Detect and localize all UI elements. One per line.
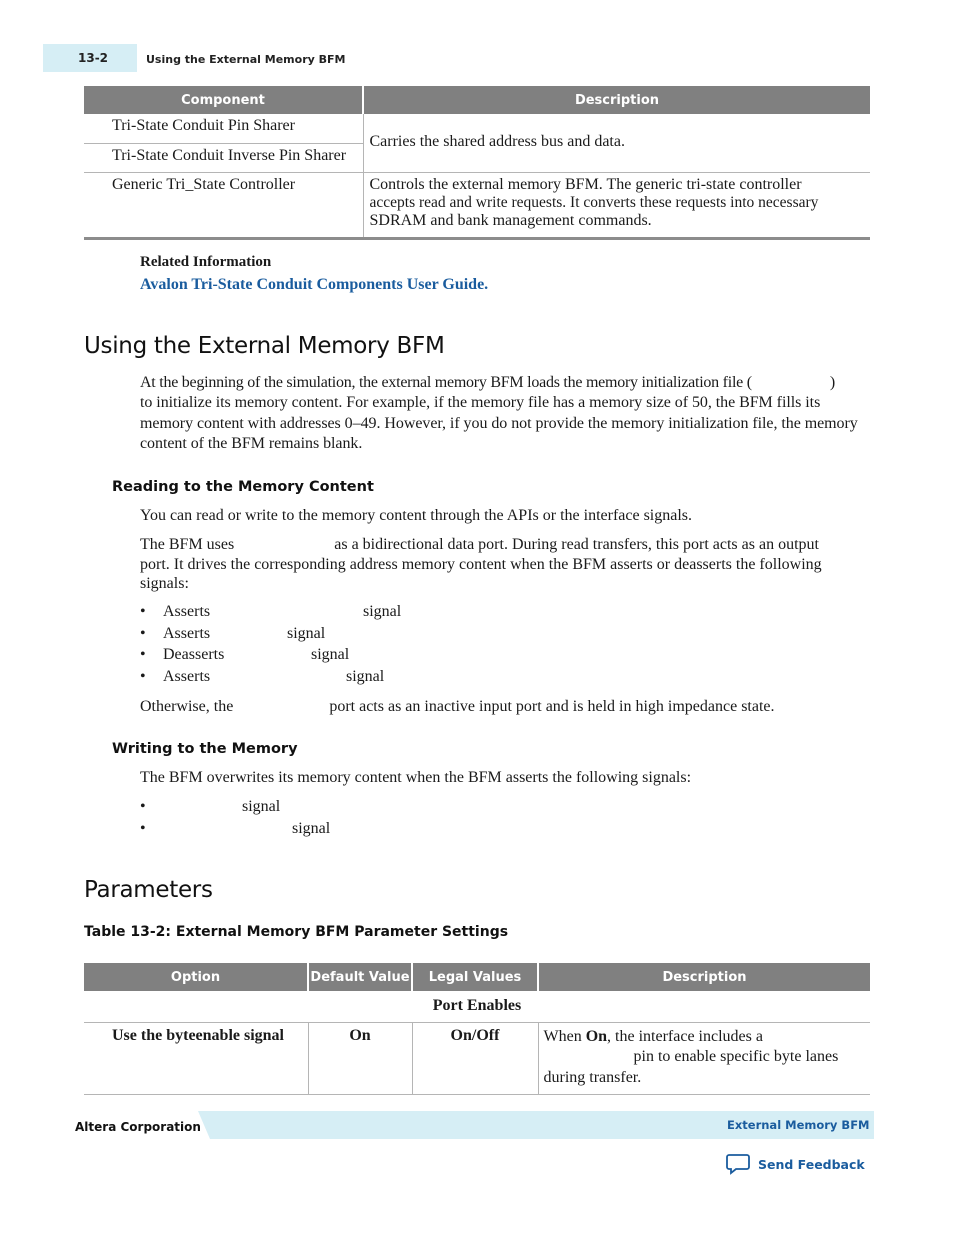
bullet-signal: signal: [346, 668, 385, 686]
description-line: SDRAM and bank management commands.: [369, 211, 652, 229]
default-value-cell: On: [308, 1022, 412, 1095]
section-title-parameters: Parameters: [84, 877, 213, 903]
component-cell: Tri-State Conduit Inverse Pin Sharer: [84, 143, 363, 172]
description-cell: [363, 172, 870, 238]
speech-bubble-icon: [726, 1153, 750, 1175]
intro-text: At the beginning of the simulation, the external memory BFM loads the memory initialization file (: [140, 374, 752, 391]
bullet-signal: signal: [287, 624, 326, 642]
table-caption: Table 13-2: External Memory BFM Parameter Settings: [84, 924, 509, 940]
footer-company: Altera Corporation: [75, 1120, 201, 1134]
related-information-link[interactable]: Avalon Tri-State Conduit Components User Guide.: [140, 276, 489, 293]
components-table-header-row: [84, 86, 870, 114]
send-feedback-label: Send Feedback: [758, 1156, 865, 1172]
page-number: 13-2: [78, 51, 109, 65]
reading-paragraph-2-line-1: [140, 535, 872, 556]
column-header-description: Description: [363, 86, 870, 114]
description-text: When: [543, 1027, 582, 1045]
parameters-table: [84, 963, 870, 1095]
otherwise-paragraph: [140, 697, 872, 718]
description-cell: [538, 1022, 870, 1095]
bullet-icon: •: [140, 603, 146, 620]
bullet-signal: signal: [242, 798, 281, 815]
description-line: Controls the external memory BFM. The generic tri-state controller: [369, 175, 802, 193]
bullet-verb: Asserts: [163, 668, 211, 686]
legal-values-cell: On/Off: [412, 1022, 538, 1095]
column-header-option: Option: [84, 963, 308, 991]
column-header-description: Description: [538, 963, 870, 991]
components-table: [84, 86, 870, 240]
reading-text: The BFM uses: [140, 536, 235, 553]
section-title-reading: Reading to the Memory Content: [112, 479, 374, 495]
group-row: [84, 991, 870, 1022]
bullet-signal: signal: [292, 819, 331, 837]
description-text: , the interface includes a: [607, 1027, 763, 1045]
writing-paragraph: The BFM overwrites its memory content when the BFM asserts the following signals:: [140, 769, 692, 786]
group-label-port-enables: Port Enables: [84, 991, 870, 1022]
otherwise-text: Otherwise, the: [140, 698, 234, 715]
section-title-writing: Writing to the Memory: [112, 741, 298, 757]
related-information-label: Related Information: [140, 254, 272, 270]
running-title: Using the External Memory BFM: [146, 53, 346, 66]
send-feedback-link[interactable]: [726, 1153, 865, 1175]
reading-paragraph-2-rest: port. It drives the corresponding address memory content when the BFM asserts or deasserts the following signals:: [140, 556, 822, 592]
component-cell: Generic Tri_State Controller: [84, 172, 363, 238]
bullet-signal: signal: [363, 603, 402, 620]
bullet-icon: •: [140, 624, 146, 642]
table-row: [84, 114, 870, 143]
column-header-component: Component: [84, 86, 363, 114]
table-row: [84, 1022, 870, 1095]
table-row: [84, 172, 870, 238]
bullet-icon: •: [140, 668, 146, 686]
description-emphasis: On: [585, 1027, 608, 1045]
description-line: pin to enable specific byte lanes: [633, 1048, 839, 1065]
bullet-verb: Asserts: [163, 603, 211, 620]
intro-paragraph: [140, 373, 872, 394]
bullet-verb: Deasserts: [163, 646, 225, 664]
reading-paragraph-1: You can read or write to the memory content through the APIs or the interface signals.: [140, 507, 693, 524]
footer-chapter-link[interactable]: External Memory BFM: [727, 1118, 870, 1132]
description-line: accepts read and write requests. It converts these requests into necessary: [369, 193, 819, 211]
reading-text: as a bidirectional data port. During read transfers, this port acts as an output: [334, 536, 819, 553]
bullet-signal: signal: [311, 646, 350, 664]
bullet-icon: •: [140, 646, 146, 664]
intro-paragraph-rest: to initialize its memory content. For example, if the memory file has a memory size of 50, the BFM fills its memory content with addresses 0–49. However, if you do not provide the memory initialization file, the memory content of the BFM remains blank.: [140, 394, 858, 452]
bullet-verb: Asserts: [163, 624, 211, 642]
parameters-table-header-row: [84, 963, 870, 991]
intro-close-paren: ): [829, 374, 835, 391]
otherwise-text: port acts as an inactive input port and is held in high impedance state.: [329, 698, 775, 715]
description-cell: Carries the shared address bus and data.: [363, 114, 870, 172]
description-line: during transfer.: [543, 1068, 642, 1086]
component-cell: Tri-State Conduit Pin Sharer: [84, 114, 363, 143]
column-header-default-value: Default Value: [308, 963, 412, 991]
column-header-legal-values: Legal Values: [412, 963, 538, 991]
section-title-using: Using the External Memory BFM: [84, 333, 445, 359]
bullet-icon: •: [140, 798, 146, 815]
option-cell: Use the byteenable signal: [84, 1022, 308, 1095]
description-line: [544, 1027, 865, 1048]
bullet-icon: •: [140, 819, 146, 837]
